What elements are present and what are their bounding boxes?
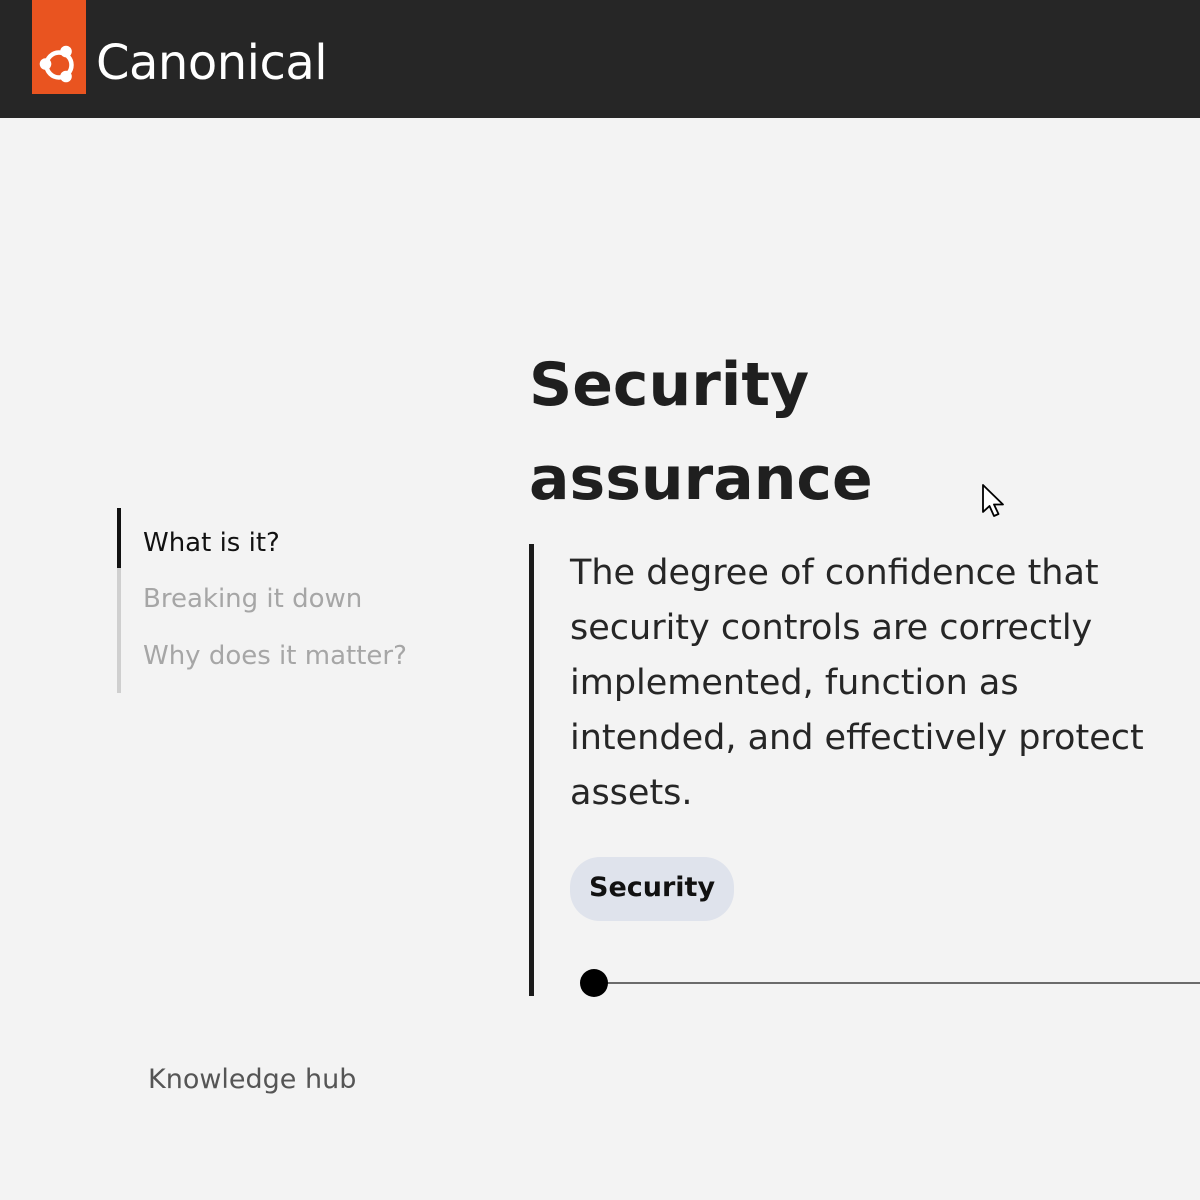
timeline-dot: [580, 969, 608, 997]
nav-item-what-is-it[interactable]: What is it?: [143, 528, 280, 558]
top-bar: [0, 0, 1200, 118]
nav-item-why-does-it-matter[interactable]: Why does it matter?: [143, 641, 407, 671]
page-title: [529, 338, 949, 526]
definition-text: The degree of confidence that security controls are correctly implemented, function as intended, and effectively protect assets.: [570, 553, 1144, 813]
definition-rule: [529, 544, 534, 996]
nav-item-breaking-it-down[interactable]: Breaking it down: [143, 584, 363, 614]
knowledge-hub-link[interactable]: Knowledge hub: [148, 1064, 357, 1095]
canonical-logo[interactable]: [32, 0, 86, 94]
title-line-2: assurance: [529, 444, 873, 514]
nav-active-indicator: [117, 508, 121, 568]
brand-name: Canonical: [96, 35, 328, 91]
timeline-line: [596, 982, 1200, 984]
security-tag[interactable]: Security: [570, 857, 734, 921]
section-nav: [117, 508, 437, 693]
circle-of-friends-icon: [37, 43, 81, 87]
mouse-pointer-icon: [980, 483, 1012, 523]
title-line-1: Security: [529, 350, 810, 420]
